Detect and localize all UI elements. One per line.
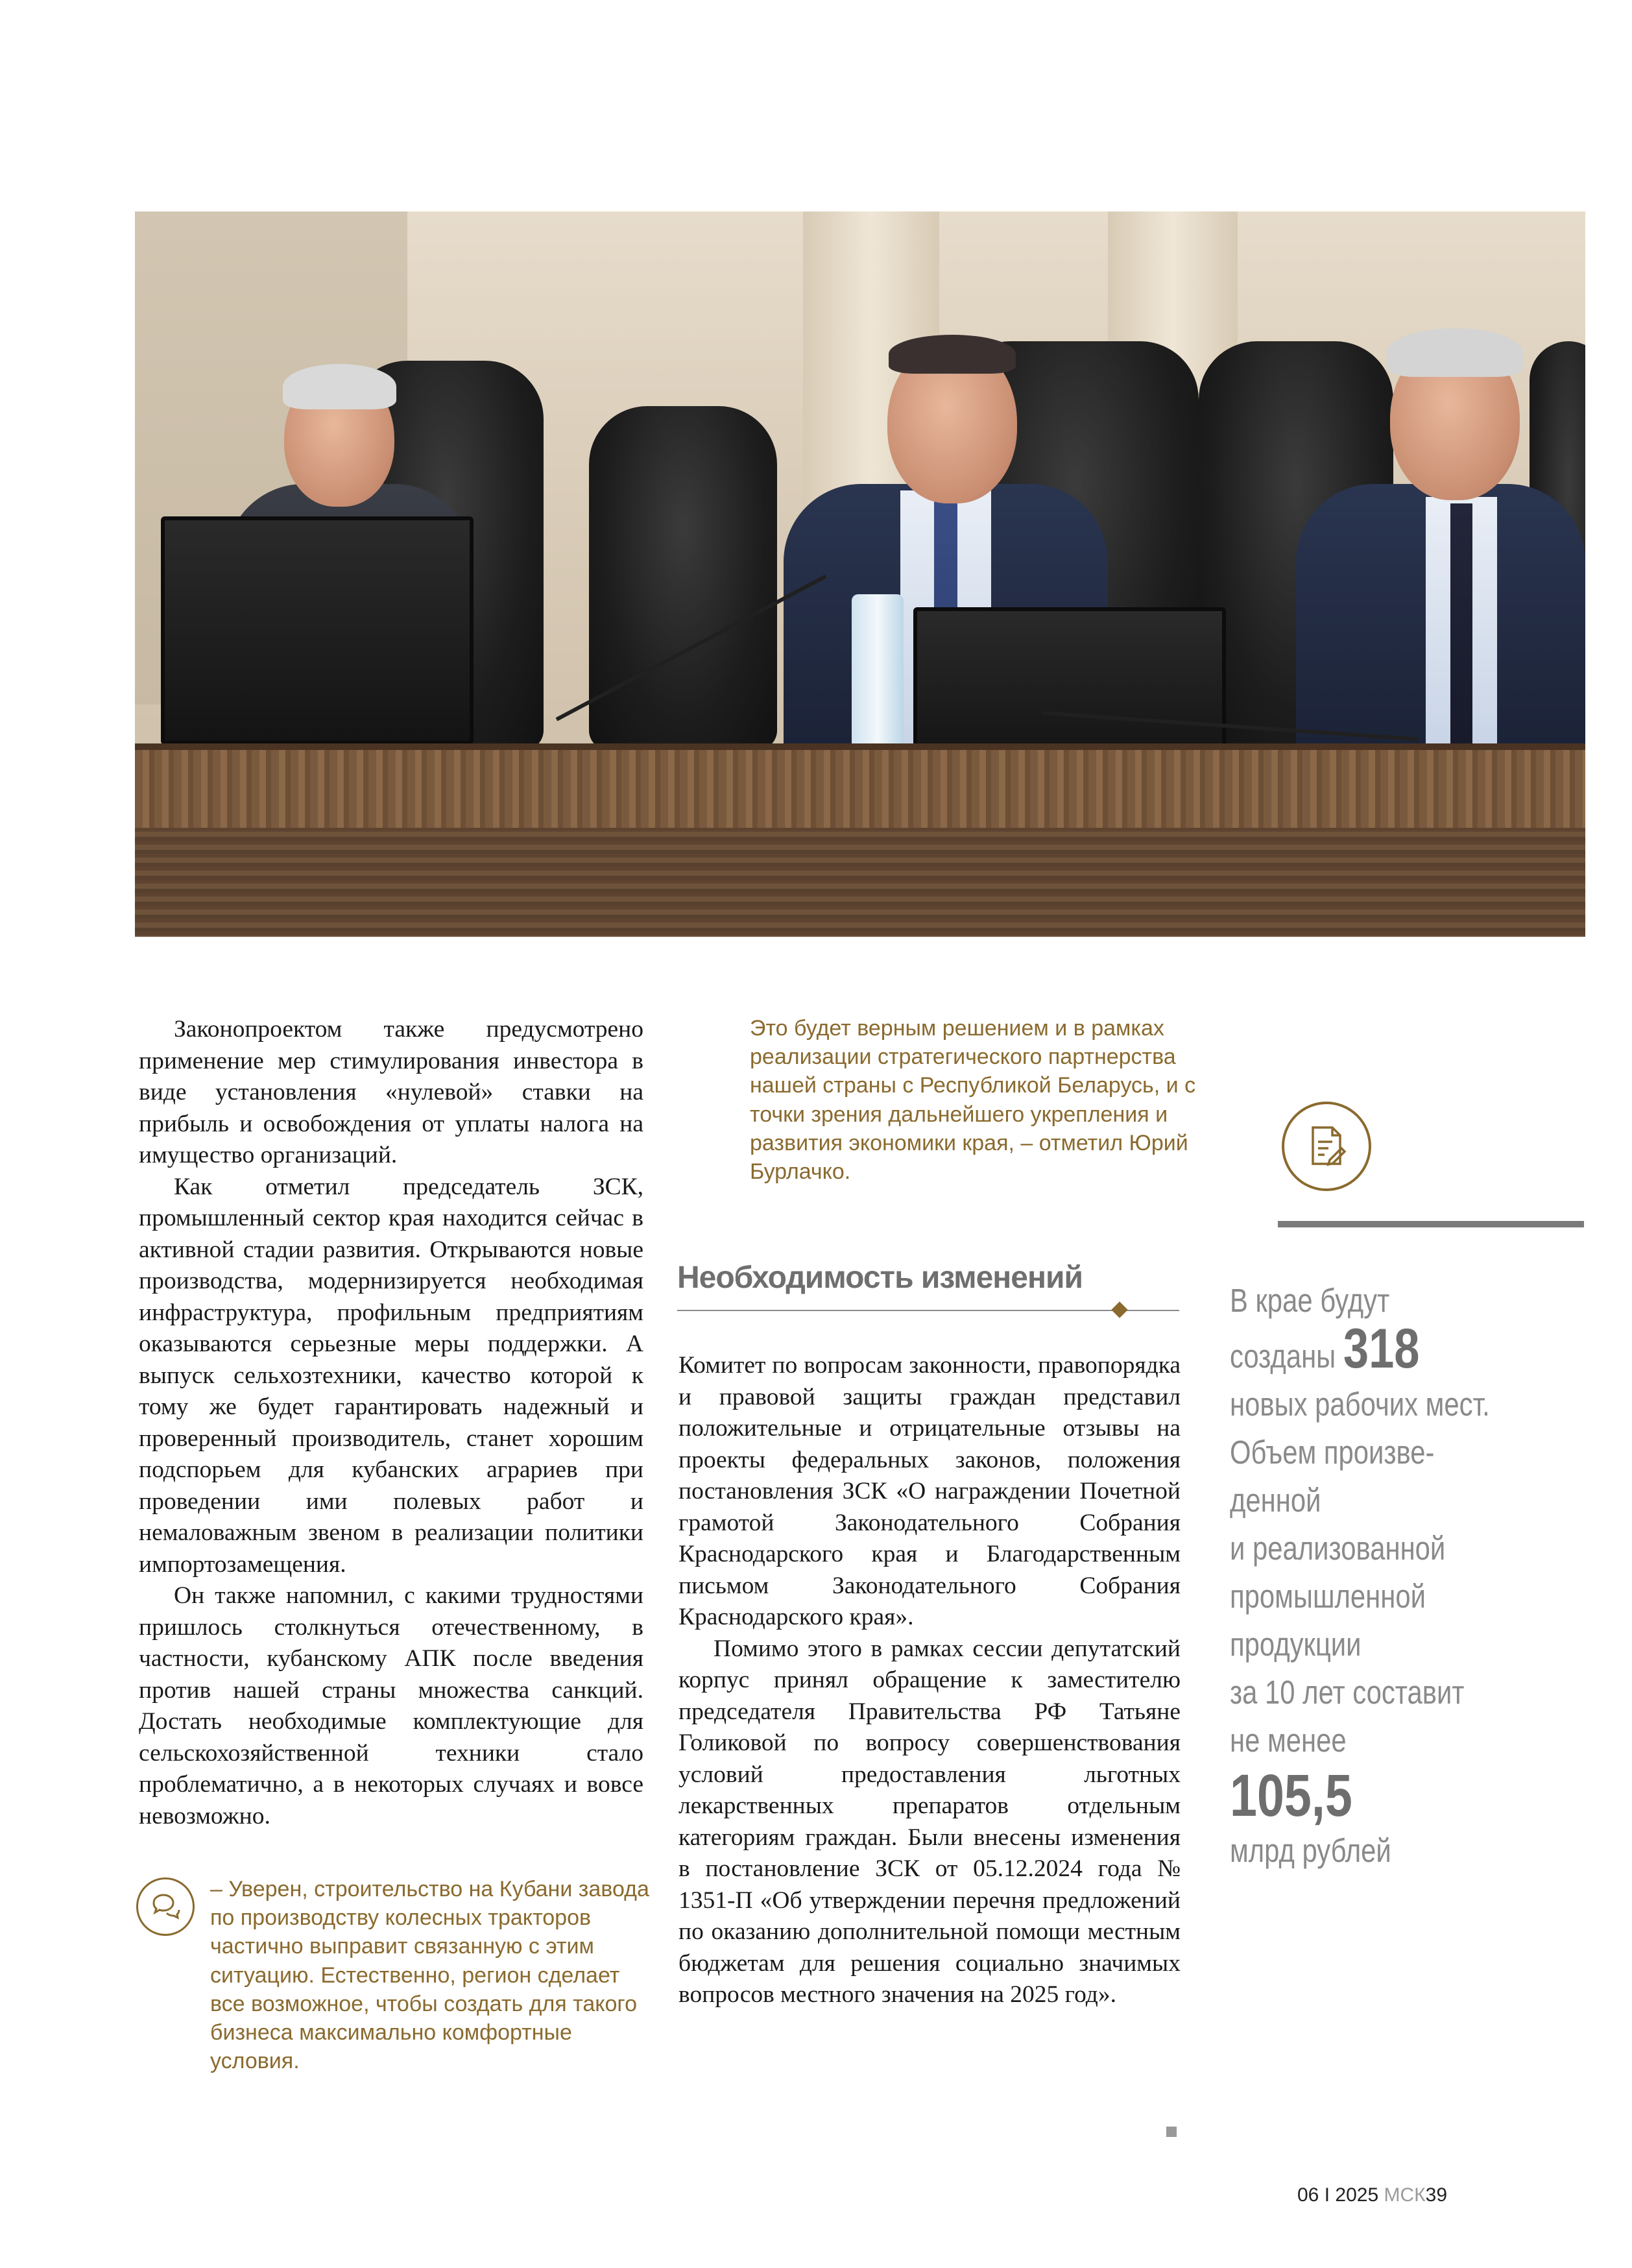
section-diamond-icon — [1111, 1301, 1127, 1318]
sidebar-line: и реализованной — [1230, 1530, 1446, 1567]
paragraph: Как отметил председатель ЗСК, промышленный сектор края находится сейчас в активной стадии развития. Открываются новые производства, модернизируется необходимая инфраструктура, профильным предприятиям оказываются серьезные меры поддержки. А выпуск сельхозтехники, качество которой к тому же будет гарантировать надежный и проверенный производитель, станет хорошим подспорьем для кубанских аграриев при проведении ими полевых работ и немаловажным звеном в реализации политики импортозамещения. — [139, 1173, 643, 1578]
page-number: 39 — [1425, 2184, 1448, 2206]
photo-session-presidium — [135, 211, 1585, 937]
water-bottle — [852, 594, 904, 756]
desk-top — [135, 750, 1585, 828]
sidebar-line: промышленной — [1230, 1578, 1426, 1615]
volume-number: 105,5 — [1230, 1763, 1352, 1829]
person-right-tie — [1450, 503, 1472, 750]
sidebar-line: новых рабочих мест. — [1230, 1386, 1490, 1423]
section-divider — [677, 1310, 1179, 1311]
person-center-hair — [889, 335, 1016, 374]
quote-top: Это будет верным решением и в рамках реализации стратегического партнерства нашей страны с Республикой Беларусь, и с точки зрения дальнейшего укрепления и развития экономики края, – отметил Юрий Бурлачко. — [750, 1016, 1196, 1185]
speech-bubble-icon — [136, 1877, 195, 1936]
sidebar-line: денной — [1230, 1482, 1321, 1519]
footer-separator: I — [1324, 2184, 1330, 2206]
sidebar-line: Объем произве- — [1230, 1434, 1435, 1471]
article-middle-column — [678, 1350, 1181, 2011]
sidebar-fact — [1230, 1277, 1593, 1875]
page-footer — [1297, 2184, 1447, 2206]
sidebar-line-prefix: созданы — [1230, 1338, 1343, 1375]
desk-monitor — [913, 607, 1226, 764]
end-of-article-mark — [1166, 2127, 1177, 2137]
jobs-number: 318 — [1343, 1318, 1420, 1380]
sidebar-line: не менее — [1230, 1722, 1347, 1759]
quote-bottom: – Уверен, строительство на Кубани завода по производству колесных тракторов частично выправит связанную с этим ситуацию. Естественно, регион сделает все возможное, чтобы создать для такого бизнеса максимально комфортные условия. — [210, 1877, 649, 2074]
document-pen-icon — [1282, 1102, 1371, 1191]
desk-front — [135, 828, 1585, 937]
sidebar-line: млрд рублей — [1230, 1832, 1391, 1869]
sidebar-line: В крае будут — [1230, 1282, 1390, 1319]
sidebar-line: за 10 лет составит — [1230, 1674, 1465, 1711]
person-left-hair — [283, 364, 396, 409]
magazine-name: МСК — [1384, 2184, 1426, 2206]
article-left-column — [139, 1014, 643, 1832]
sidebar-line — [1230, 1318, 1528, 1381]
section-title: Необходимость изменений — [677, 1261, 1083, 1295]
issue-number: 06 — [1297, 2184, 1319, 2206]
paragraph: Помимо этого в рамках сессии депутатский корпус принял обращение к заместителю председателя Правительства РФ Татьяне Голиковой по вопросу совершенствования условий предоставления льготных лекарственных препаратов отдельным категориям граждан. Были внесены изменения в постановление ЗСК от 05.12.2024 года № 1351-П «Об утверждении перечня предложений по оказанию дополнительной помощи местным бюджетам для решения социально значимых вопросов местного значения на 2025 год». — [678, 1635, 1181, 2008]
issue-year: 2025 — [1335, 2184, 1379, 2206]
chair — [589, 406, 777, 750]
paragraph: Комитет по вопросам законности, правопорядка и правовой защиты граждан представил положительные и отрицательные отзывы на проекты федеральных законов, положения постановления ЗСК «О награждении Почетной грамотой Законодательного Собрания Краснодарского края и Благодарственным письмом Законодательного Собрания Краснодарского края». — [678, 1352, 1181, 1630]
paragraph: Законопроектом также предусмотрено применение мер стимулирования инвестора в виде установления «нулевой» ставки на прибыль и освобождения от уплаты налога на имущество организаций. — [139, 1016, 643, 1168]
person-right-hair — [1387, 328, 1523, 377]
desk-monitor — [161, 516, 474, 745]
paragraph: Он также напомнил, с какими трудностями пришлось столкнуться отечественному, в частности, кубанскому АПК после введения против нашей страны множества санкций. Достать необходимые комплектующие для сельскохозяйственной техники стало проблематично, а в некоторых случаях и вовсе невозможно. — [139, 1582, 643, 1829]
sidebar-divider — [1278, 1221, 1584, 1227]
sidebar-line: продукции — [1230, 1626, 1362, 1663]
